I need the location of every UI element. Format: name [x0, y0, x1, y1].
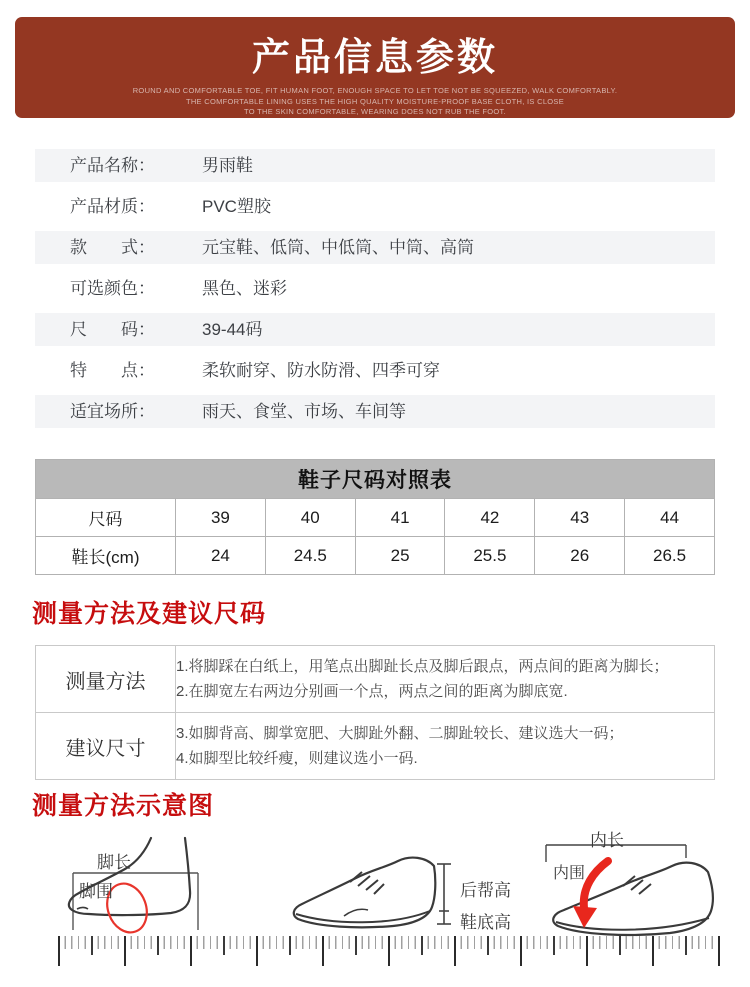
spec-label: 特 点：: [70, 361, 155, 380]
spec-label: 适宜场所：: [70, 402, 155, 421]
header-subtitle-line: TO THE SKIN COMFORTABLE, WEARING DOES NOT RUB THE FOOT.: [244, 107, 506, 116]
advice-line: 3.如脚背高、脚掌宽肥、大脚趾外翻、二脚趾较长、建议选大一码；: [176, 725, 624, 742]
foot-diagram: [55, 836, 205, 934]
measurement-diagram: [0, 826, 750, 938]
header-subtitle: [15, 86, 735, 118]
spec-label: 尺 码：: [70, 320, 155, 339]
spec-row-style: [35, 227, 715, 268]
spec-row-material: [35, 186, 715, 227]
length-cell: 24: [176, 537, 266, 575]
size-cell: 42: [445, 499, 535, 537]
method-row-body: [176, 646, 715, 713]
spec-label: 可选颜色：: [70, 279, 155, 298]
spec-list: [35, 145, 715, 432]
length-cell: 26.5: [625, 537, 715, 575]
foot-length-label: 脚长: [97, 853, 131, 872]
method-row-label: 测量方法: [36, 646, 176, 713]
spec-row-colors: [35, 268, 715, 309]
spec-row-sizes: [35, 309, 715, 350]
measure-section-heading: 测量方法及建议尺码: [32, 600, 267, 628]
size-cell: 43: [535, 499, 625, 537]
spec-value: 柔软耐穿、防水防滑、四季可穿: [202, 361, 440, 380]
size-cell: 40: [265, 499, 355, 537]
inner-girth-arrow-icon: [584, 861, 608, 908]
spec-value: PVC塑胶: [202, 197, 271, 216]
advice-row-body: [176, 713, 715, 780]
spec-row-occasions: [35, 391, 715, 432]
spec-label: 产品名称：: [70, 156, 155, 175]
shoe-inner-diagram: [535, 828, 735, 936]
table-row-length: [36, 537, 715, 575]
page-title: 产品信息参数: [251, 37, 498, 79]
size-cell: 39: [176, 499, 266, 537]
advice-line: 4.如脚型比较纤瘦，则建议选小一码.: [176, 750, 418, 767]
method-line: 1.将脚踩在白纸上，用笔点出脚趾长点及脚后跟点，两点间的距离为脚长；: [176, 658, 669, 675]
header-subtitle-line: THE COMFORTABLE LINING USES THE HIGH QUALITY MOISTURE-PROOF BASE CLOTH, IS CLOSE: [185, 96, 565, 106]
spec-value: 39-44码: [202, 320, 263, 339]
measure-method-table: [35, 645, 715, 780]
size-chart-title: 鞋子尺码对照表: [36, 460, 715, 499]
spec-value: 男雨鞋: [202, 156, 253, 175]
header-subtitle-line: ROUND AND COMFORTABLE TOE, FIT HUMAN FOOT, ENOUGH SPACE TO LET TOE NOT BE SQUEEZED, WALK COMFORTABLY.: [132, 86, 618, 95]
length-cell: 25: [355, 537, 445, 575]
size-cell: 41: [355, 499, 445, 537]
length-cell: 25.5: [445, 537, 535, 575]
diagram-section-heading: 测量方法示意图: [32, 792, 215, 820]
shoe-height-diagram: [288, 852, 523, 937]
sole-height-label: 鞋底高: [460, 913, 511, 932]
inner-length-label: 内长: [590, 831, 624, 850]
table-row-advice: [36, 713, 715, 780]
row-header-length: 鞋长(cm): [36, 537, 176, 575]
size-chart-table: [35, 459, 715, 575]
table-row-method: [36, 646, 715, 713]
ruler-graphic: [58, 936, 720, 967]
spec-value: 黑色、迷彩: [202, 279, 287, 298]
spec-value: 元宝鞋、低筒、中低筒、中筒、高筒: [202, 238, 474, 257]
header-banner: [15, 17, 735, 118]
spec-row-product-name: [35, 145, 715, 186]
inner-girth-label: 内围: [553, 865, 586, 882]
table-row-size: [36, 499, 715, 537]
length-cell: 24.5: [265, 537, 355, 575]
spec-label: 产品材质：: [70, 197, 155, 216]
spec-label: 款 式：: [70, 238, 155, 257]
back-height-label: 后帮高: [460, 881, 511, 900]
spec-value: 雨天、食堂、市场、车间等: [202, 402, 406, 421]
advice-row-label: 建议尺寸: [36, 713, 176, 780]
foot-girth-label: 脚围: [79, 882, 113, 901]
spec-row-features: [35, 350, 715, 391]
length-cell: 26: [535, 537, 625, 575]
method-line: 2.在脚宽左右两边分别画一个点，两点之间的距离为脚底宽.: [176, 683, 568, 700]
row-header-size: 尺码: [36, 499, 176, 537]
size-cell: 44: [625, 499, 715, 537]
